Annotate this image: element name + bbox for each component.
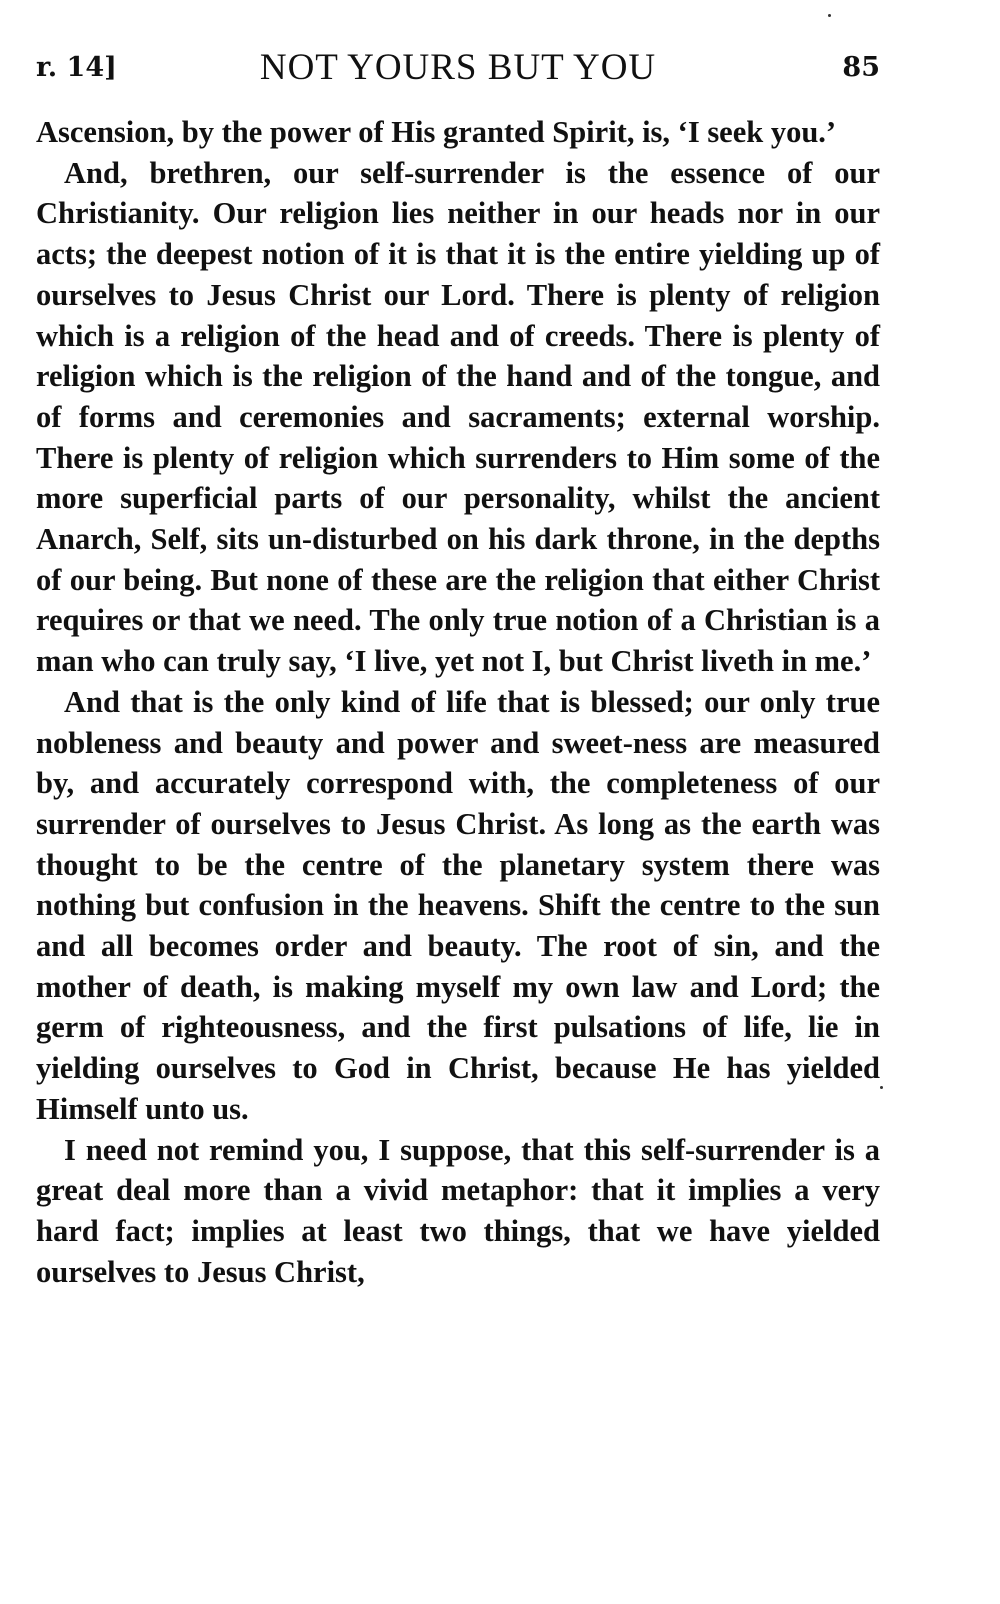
paragraph-1: Ascension, by the power of His granted Spirit, is, ‘I seek you.’ xyxy=(36,115,837,149)
paragraph-3: And that is the only kind of life that is blessed; our only true nobleness and beauty and power and sweet-ness are measured by, and accurately correspond with, the completeness of our surrender of ourselves to Jesus Christ. As long as the earth was thought to be the centre of the planetary system there was nothing but confusion in the heavens. Shift the centre to the sun and all becomes order and beauty. The root of sin, and the mother of death, is making myself my own law and Lord; the germ of righteousness, and the first pulsations of life, lie in yielding ourselves to God in Christ, because He has yielded Himself unto us. xyxy=(36,684,880,1126)
body-text xyxy=(36,112,880,1292)
print-speck xyxy=(880,1086,883,1089)
paragraph-2: And, brethren, our self-surrender is the essence of our Christianity. Our religion lies neither in our heads nor in our acts; the deepest notion of it is that it is the entire yielding up of ourselves to Jesus Christ our Lord. There is plenty of religion which is a religion of the head and of creeds. There is plenty of religion which is the religion of the hand and of the tongue, and of forms and ceremonies and sacraments; external worship. There is plenty of religion which surrenders to Him some of the more superficial parts of our personality, whilst the ancient Anarch, Self, sits un-disturbed on his dark throne, in the depths of our being. But none of these are the religion that either Christ requires or that we need. The only true notion of a Christian is a man who can truly say, ‘I live, yet not I, but Christ liveth in me.’ xyxy=(36,155,880,679)
book-page xyxy=(36,40,880,1292)
running-title: NOT YOURS BUT YOU xyxy=(259,47,657,88)
running-header xyxy=(36,40,880,100)
chapter-reference: r. 14] xyxy=(36,52,117,83)
paragraph-4: I need not remind you, I suppose, that this self-surrender is a great deal more than a vivid metaphor: that it implies a very hard fact; implies at least two things, that we have yielded ourselves to Jesus Christ, xyxy=(36,1132,880,1289)
print-speck xyxy=(828,14,831,17)
page-number: 85 xyxy=(842,52,880,83)
